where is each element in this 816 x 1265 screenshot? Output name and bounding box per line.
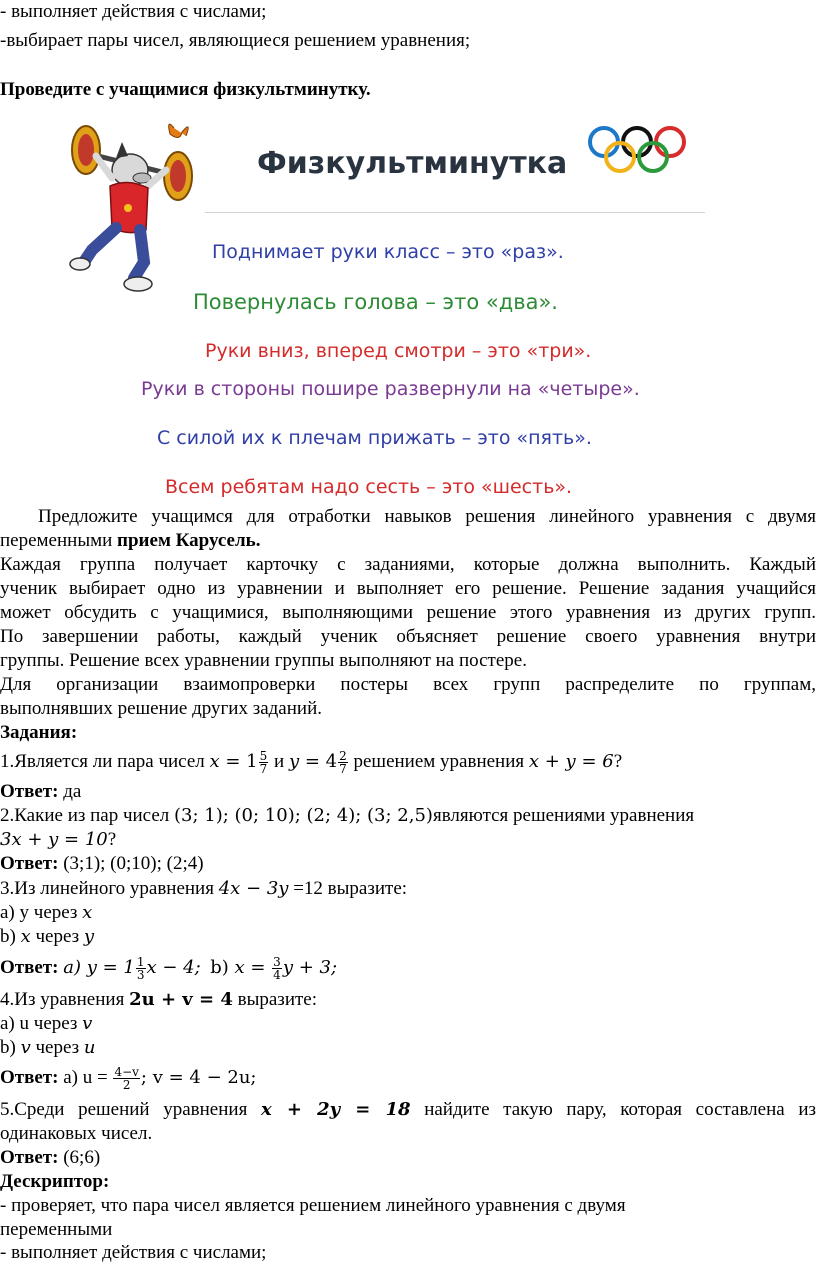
task-4b: b) v через u (0, 1037, 96, 1058)
poem-line: Руки вниз, вперед смотри – это «три». (205, 340, 592, 362)
text-line: Каждая группа получает карточку с заданиями, которые должна выполнить. Каждый (0, 554, 816, 575)
weightlifter-illustration (62, 112, 202, 298)
section-heading: Проведите с учащимися физкультминутку. (0, 79, 371, 100)
banner-divider (205, 212, 705, 213)
text-line: - выполняет действия с числами; (0, 1, 267, 22)
task-4: 4.Из уравнения 2u + v = 4 выразите: (0, 989, 317, 1010)
text-line: -выбирает пары чисел, являющиеся решением уравнения; (0, 30, 471, 51)
poem-line: Повернулась голова – это «два». (193, 290, 558, 314)
olympic-rings-icon (586, 124, 688, 176)
tasks-heading: Задания: (0, 722, 78, 743)
descriptor-item-cont: переменными (0, 1219, 113, 1240)
poem-line: Всем ребятам надо сесть – это «шесть». (165, 476, 573, 498)
task-3a: а) у через x (0, 902, 93, 923)
text-line: может обсудить с учащимися, выполняющими решение этого уравнения из других групп. (0, 602, 816, 623)
task-5: 5.Среди решений уравнения x + 2y = 18 найдите такую пару, которая составлена из (0, 1099, 816, 1120)
poem-line: Поднимает руки класс – это «раз». (212, 241, 564, 263)
text-line: ученик выбирает одно из уравнении и выполняет его решение. Решение задания учащийся (0, 578, 816, 599)
poem-line: С силой их к плечам прижать – это «пять». (157, 427, 592, 449)
task-3b: b) x через y (0, 926, 95, 947)
text-line: По завершении работы, каждый ученик объясняет решение своего уравнения внутри (0, 626, 816, 647)
task-2-equation: 3x + y = 10? (0, 829, 117, 850)
poem-line: Руки в стороны пошире развернули на «четыре». (141, 378, 640, 400)
text-line: группы. Решение всех уравнении группы выполняют на постере. (0, 650, 527, 671)
banner-title: Физкультминутка (257, 146, 568, 181)
descriptor-item: - проверяет, что пара чисел является решением линейного уравнения с двумя (0, 1195, 626, 1216)
answer-5: Ответ: (6;6) (0, 1147, 101, 1168)
answer-2: Ответ: (3;1); (0;10); (2;4) (0, 853, 204, 874)
descriptor-item: - выполняет действия с числами; (0, 1242, 267, 1263)
task-5-cont: одинаковых чисел. (0, 1123, 153, 1144)
descriptor-heading: Дескриптор: (0, 1171, 110, 1192)
text-line: Предложите учащимся для отработки навыков решения линейного уравнения с двумя (38, 506, 816, 527)
text-line: Для организации взаимопроверки постеры всех групп распределите по группам, (0, 674, 816, 695)
task-1: 1.Является ли пара чисел x = 1 $\frac{5}{7}$ и y = 4 $\frac{2}{7}$ решением уравнения x + y = 6? (0, 749, 623, 777)
task-3: 3.Из линейного уравнения 4x − 3y =12 выразите: (0, 878, 408, 899)
answer-3: Ответ: a) y = 1 $\frac{1}{3}$ x − 4; b) x = $\frac{3}{4}$ y + 3; (0, 955, 338, 983)
task-4a: а) u через v (0, 1013, 93, 1034)
text-line: выполнявших решение других заданий. (0, 698, 322, 719)
answer-1: Ответ: да (0, 781, 82, 802)
task-2: 2.Какие из пар чисел (3; 1); (0; 10); (2; 4); (3; 2,5)являются решениями уравнения (0, 805, 695, 826)
answer-4: Ответ: а) u = $\frac{4-v}{2}$ ; v = 4 − 2u; (0, 1065, 257, 1093)
text-line: переменными прием Карусель. (0, 530, 261, 551)
